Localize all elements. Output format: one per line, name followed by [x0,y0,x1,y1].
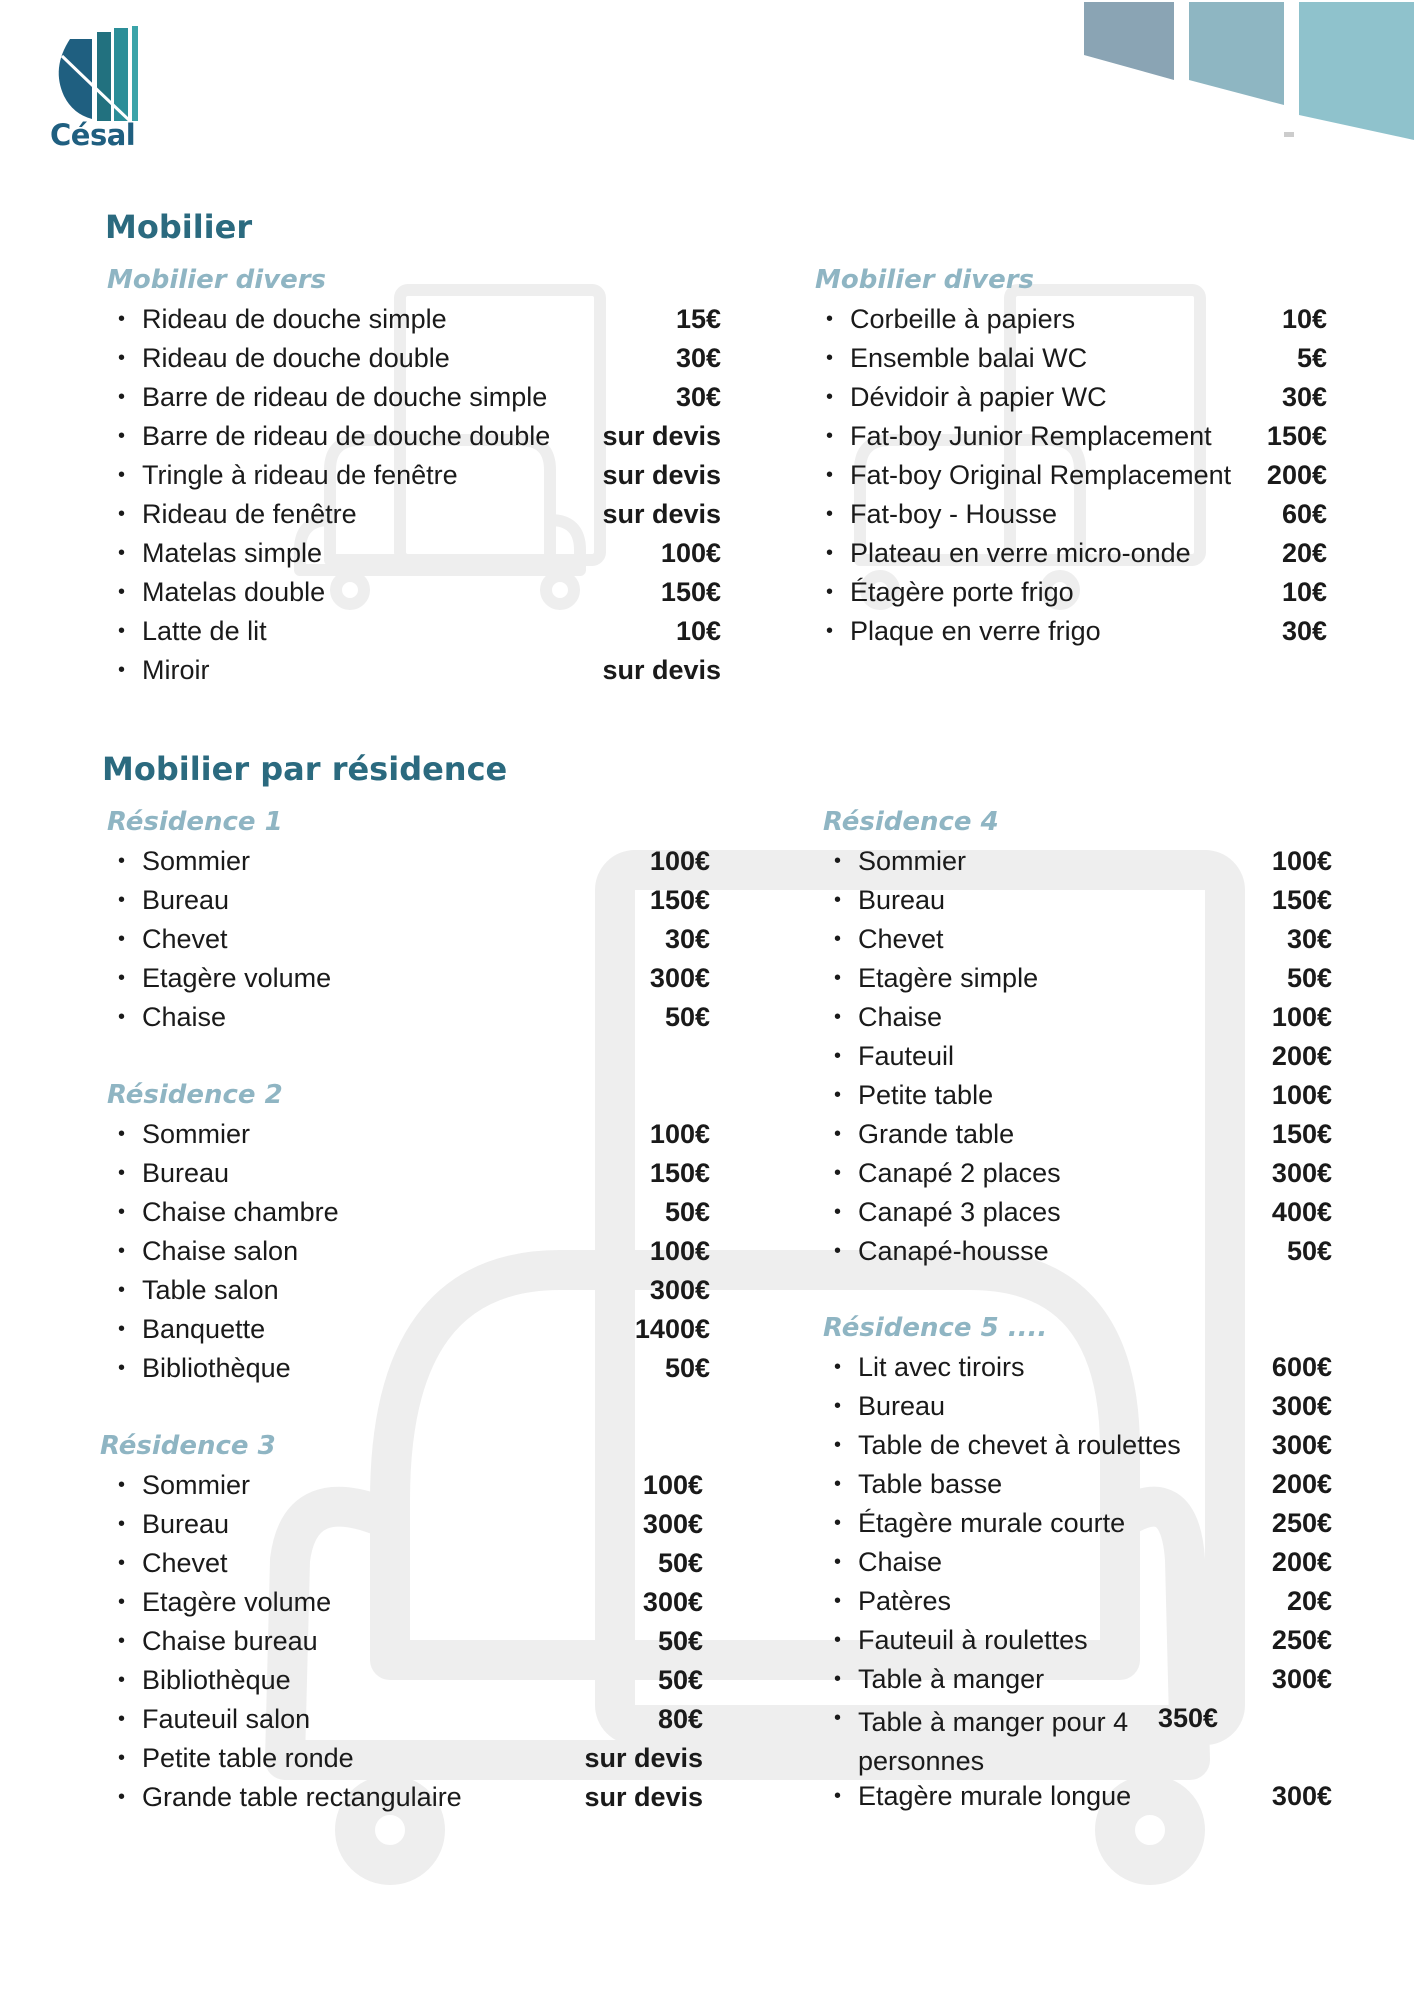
list-item: • Sommier 100€ [834,846,1332,876]
list-item: • Patères 20€ [834,1586,1332,1616]
list-item: • Canapé-housse 50€ [834,1236,1332,1266]
mobilier-divers-left [107,260,721,690]
list-item: • Plaque en verre frigo 30€ [826,616,1327,646]
subheading-residence-2: Résidence 2 [107,1080,283,1110]
list-item: • Table à manger pour 4 personnes 350€ [834,1703,1219,1776]
list-item: • Table basse 200€ [834,1469,1332,1499]
list-item: • Chaise salon 100€ [118,1236,710,1266]
list-item: • Sommier 100€ [118,1470,703,1500]
list-item: • Chevet 30€ [834,924,1332,954]
corner-decoration [1084,0,1414,150]
list-item: • Corbeille à papiers 10€ [826,304,1327,334]
residence-5-list [823,1308,1332,1816]
list-item: • Lit avec tiroirs 600€ [834,1352,1332,1382]
residence-2-list [107,1075,710,1388]
list-item: • Petite table 100€ [834,1080,1332,1110]
list-item: • Étagère murale courte 250€ [834,1508,1332,1538]
list-item: • Table salon 300€ [118,1275,710,1305]
subheading-residence-4: Résidence 4 [823,807,999,837]
list-item: • Sommier 100€ [118,1119,710,1149]
list-item: • Table à manger 300€ [834,1664,1332,1694]
list-item: • Fat-boy Junior Remplacement 150€ [826,421,1327,451]
list-item: • Rideau de fenêtre sur devis [118,499,721,529]
residence-4-list [823,802,1332,1271]
list-item: • Bureau 150€ [118,1158,710,1188]
list-item: • Bureau 150€ [834,885,1332,915]
list-item: • Table de chevet à roulettes 300€ [834,1430,1332,1460]
list-item: • Canapé 2 places 300€ [834,1158,1332,1188]
list-item: • Canapé 3 places 400€ [834,1197,1332,1227]
list-item: • Bureau 300€ [118,1509,703,1539]
list-item: • Chaise bureau 50€ [118,1626,703,1656]
section-title-mobilier: Mobilier [105,208,253,246]
subheading-mobilier-divers: Mobilier divers [815,265,1034,295]
subheading-mobilier-divers: Mobilier divers [107,265,326,295]
list-item: • Matelas double 150€ [118,577,721,607]
list-item: • Matelas simple 100€ [118,538,721,568]
list-item: • Bibliothèque 50€ [118,1353,710,1383]
list-item: • Etagère simple 50€ [834,963,1332,993]
list-item: • Chaise chambre 50€ [118,1197,710,1227]
list-item: • Chevet 50€ [118,1548,703,1578]
subheading-residence-3: Résidence 3 [100,1431,276,1461]
list-item: • Chevet 30€ [118,924,710,954]
list-item: • Banquette 1400€ [118,1314,710,1344]
list-item: • Bibliothèque 50€ [118,1665,703,1695]
subheading-residence-5: Résidence 5 .... [823,1313,1048,1343]
list-item: • Étagère porte frigo 10€ [826,577,1327,607]
list-item: • Fat-boy Original Remplacement 200€ [826,460,1327,490]
list-item: • Plateau en verre micro-onde 20€ [826,538,1327,568]
list-item: • Etagère volume 300€ [118,963,710,993]
list-item: • Chaise 200€ [834,1547,1332,1577]
list-item: • Ensemble balai WC 5€ [826,343,1327,373]
list-item: • Grande table rectangulaire sur devis [118,1782,703,1812]
residence-1-list [107,802,710,1037]
list-item: • Bureau 300€ [834,1391,1332,1421]
list-item: • Bureau 150€ [118,885,710,915]
list-item: • Tringle à rideau de fenêtre sur devis [118,460,721,490]
list-item: • Etagère volume 300€ [118,1587,703,1617]
list-item: • Fauteuil salon 80€ [118,1704,703,1734]
list-item: • Fauteuil 200€ [834,1041,1332,1071]
list-item: • Barre de rideau de douche double sur devis [118,421,721,451]
list-item: • Fauteuil à roulettes 250€ [834,1625,1332,1655]
section-title-mobilier-par-residence: Mobilier par résidence [102,750,508,788]
list-item: • Dévidoir à papier WC 30€ [826,382,1327,412]
list-item: • Sommier 100€ [118,846,710,876]
list-item: • Petite table ronde sur devis [118,1743,703,1773]
list-item: • Barre de rideau de douche simple 30€ [118,382,721,412]
mobilier-divers-right [815,260,1327,651]
list-item: • Chaise 100€ [834,1002,1332,1032]
residence-3-list [100,1426,703,1817]
brand-name: Césal [50,118,136,152]
subheading-residence-1: Résidence 1 [107,807,283,837]
list-item: • Miroir sur devis [118,655,721,685]
list-item: • Chaise 50€ [118,1002,710,1032]
list-item: • Etagère murale longue 300€ [834,1781,1332,1811]
list-item: • Grande table 150€ [834,1119,1332,1149]
list-item: • Rideau de douche double 30€ [118,343,721,373]
list-item: • Rideau de douche simple 15€ [118,304,721,334]
list-item: • Fat-boy - Housse 60€ [826,499,1327,529]
list-item: • Latte de lit 10€ [118,616,721,646]
